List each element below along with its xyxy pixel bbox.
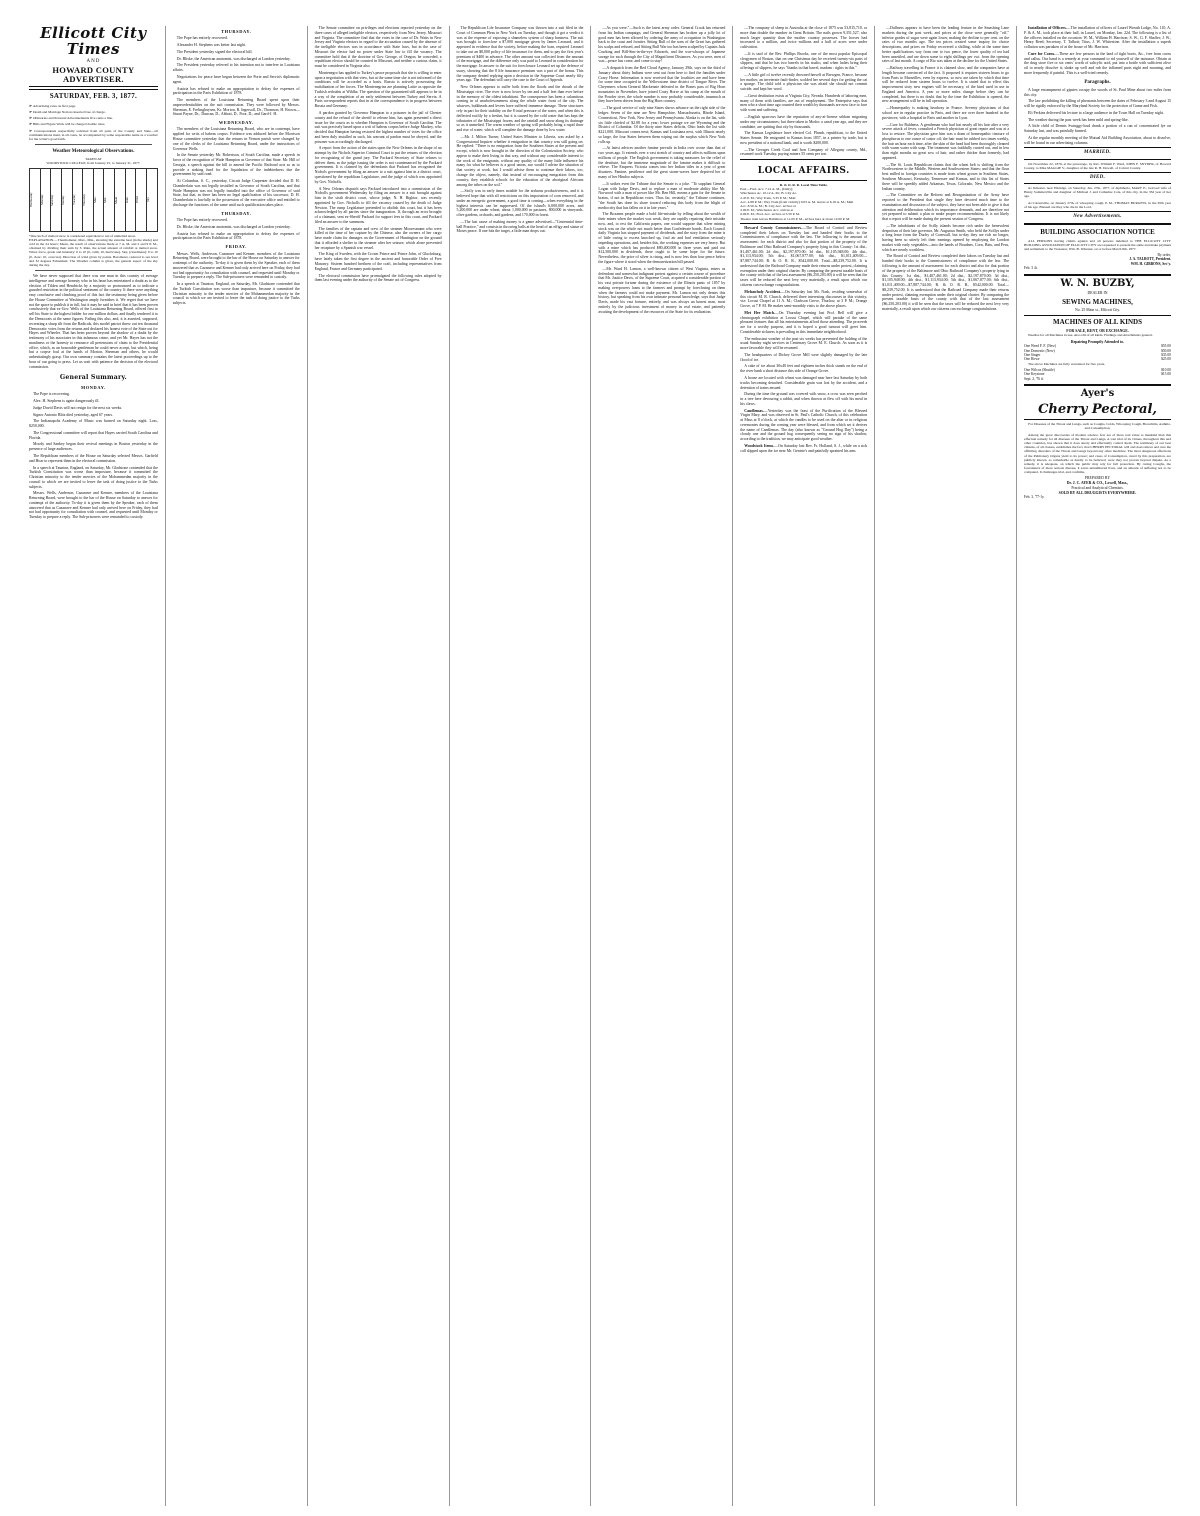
- rr-line-1: Winchester Ac. 10.12 A. M.; B. City Ac.: [740, 191, 798, 196]
- c3-p7: The electoral commission have promulgated the following rules adopted by them last evening under the authority of the Senate act of Congress.: [314, 273, 442, 283]
- c6-p6: —The Georges Creek Coal and Iron Company of Allegany county, Md., resumed work Tuesday, paying miners 55 cents per ton.: [740, 147, 868, 157]
- c2-p15: In a speech at Taunton, England, on Saturday, Mr. Gladstone contended that the Turkish Constitution was worse than imposture, because it committed the Christian minority to the tender mercies of the Mohammedan majority in the council to which we are invited to leave the task of doing justice to the Turks subjects.: [172, 282, 300, 306]
- c5-p4: —It strikes even the Tribune that the Senate is a joke. "To supplant General Logan with Judge Davis, and to replace a man of moderate ability like Mr. Norwood with a man of power like Mr. Ben Hill, means a gain for the Senate in brains, if not in Republican votes. Thus far, certainly," the Tribune continues, "the South has done its share toward reducing this body from the blight of mediocrity that has fallen on it in late years.": [598, 181, 726, 210]
- married-heading: MARRIED.: [1084, 150, 1111, 156]
- c7-p3: —Cure for Baldness. A gentleman who had lost nearly all his hair after a very severe attack of fever, consulted a French physician of great repute and was at a loss to restore. The physician gave him was a dram of homeopathic tincture of phosphorus to one ounce of castor oil; the hair must be rubbed two times weekly, the hair an hour each time, after the skin of the head had been thoroughly cleaned with warm water with soap. The treatment was faithfully carried out, and in less than eight months no great sow of hair, and rather thicker than formerly, had appeared.: [882, 122, 1010, 160]
- masthead-subtitle: HOWARD COUNTY ADVERTISER.: [52, 64, 135, 84]
- c3-p1: Montenegro has applied to Turkey's peace proposals that she is willing to enter upon a negotiation with that view, but at the same time she is not informed of the conditions will be accorded as a basis. Russia is actively prosecuting the mobilization of her forces. The Montenegrins are planning Lattie as opposite the Turkish redoubts at Wihlba. The question of the guaranteed still appears to be in a way of the completion of an early settlement between Turkey and Servia. A Paris correspondent reports that in at the correspondence is in progress between Russia and Germany.: [314, 70, 442, 109]
- buzby-dealer: DEALER IN: [1087, 291, 1108, 296]
- c3-p2: A pardon granted by Governor Hampton to a prisoner in the jail of Chester county and the refusal of the sheriff to release him, has again presented a direct issue for the courts as to whether Hampton is Governor of South Carolina. The suit was precisely based upon a writ of habeas corpus before Judge Mackey, who decided that Hampton having restored the highest number of votes for the office and been duly installed as such, his warrant of pardon must be obeyed, and the prisoner was accordingly discharged.: [314, 111, 442, 144]
- divider: [1024, 211, 1171, 212]
- c5-p3: —At latest advices another famine prevails in India over worse than that of two years ago. It extends over a vast stretch of country and affects millions upon millions of people. The English government is taking measures for the relief of the destitute, but the immense magnitude of the famine makes it difficult to relieve. The Empress Victoria comes into her Indian titles in a year of great disasters. Famine, pestilence and the great storm-waves have deprived her of many of her Hindoo subjects.: [598, 146, 726, 179]
- price-value-0: $55.00: [1161, 344, 1171, 349]
- divider: [1024, 384, 1171, 386]
- rr-line-6: 6.06 P. M.; Fred. Acc. arrives at 5.50 P. M.: [740, 212, 800, 217]
- buzby-product: SEWING MACHINES,: [1062, 297, 1133, 306]
- divider: [740, 159, 867, 160]
- c4-p3: —Sicily was in early times notable for the arduous productiveness, and it is believed hope that with all restrictions on this importation of corn removed, and under an energetic government, a good time is coming—when everything in the highest interests can be suppressed. Of the island's 6,000,000 acres, and 5,200,000 are under wheat, about 1,000,000 in pastures, 800,000 in vineyards, olive gardens, orchards, and gardens, and 170,000 in forest.: [456, 189, 584, 218]
- buzby-used-list: [1024, 368, 1171, 377]
- c7-p1: —Railway travelling in France it is claimed slow, and the companies have at length become convinced of the fact. It proposed it requires sixteen hours to go from Paris to Marseilles, even by express, so now are taken by which that time will be reduced from sixteen hours to twelve. It is stated that to effect this improvement sixty new engines will be necessary, of the kind used in use in England and America. A year or more miles change before they can be completed, but there is no doubt that by the time the Exhibition is opened, the new arrangement will be in full operation.: [882, 66, 1010, 104]
- notice-2: Obituaries and Personal Advertisements five cents a line.: [33, 116, 113, 121]
- used-value-0: $10.00: [1161, 367, 1171, 372]
- weather-col-4: Tuesday: [71, 194, 76, 205]
- c5-p0: —As you were."—Such is the latest army order. General Crook has returned from his Indian campaign, and General Sherman has broken up a jolly lot of good men has been allowed by ordering the army of occupation in Washington back to the coast and frontier. Sitting Bull of the sons of the Great has gathered his scalps and refused, and Sitting Bull War too has been scalped by Captain Jack Cawking and Bill-Sim-in-the-eye Edwards, and the war-whoops of Japanese savage for such through the City of Magnificent Distances. As you were, men of war—peace has come, and come to stay!: [598, 26, 726, 64]
- local-item-text-4: The headquarters of Dickey Grove Mill were slightly damaged by the late flood of ice.: [740, 352, 868, 362]
- weather-table: [29, 168, 158, 232]
- column-3: [308, 26, 450, 1506]
- c5-p6: —Mr. Ward H. Lamon, a well-known citizen of West Virginia, enters as defendant and somewhat indignant protest against a certain course of procedure that Mr. Justice Davis, of the Supreme Court, acquired a considerable portion of his vast private fortune during the existence of the Illinois panic of 1857 by making overpowers loans to the farmers and prompt by foreclosing on them when the farmers could not make payment. Mr. Lamon not only denies this history, but speaking from his own intimate personal knowledge, says that Judge Davis, made his vast fortune, entirely, and was always an honest man, most entirely by the judicious investment of money in real estate, and patiently awaiting the development of the resources of the State for its realization.: [598, 266, 726, 314]
- ayer-brand: Ayer's: [1080, 388, 1115, 400]
- column-7: [875, 26, 1017, 1506]
- weather-col-5: Thursday: [82, 193, 87, 206]
- masthead: [29, 26, 158, 101]
- general-summary-heading: General Summary.: [59, 374, 127, 382]
- masthead-title: Ellicott City Times: [40, 26, 147, 58]
- divider: [1024, 172, 1171, 173]
- c7-p4: —The St. Louis Republican claims that the wheat belt is shifting from the Northwestern to the Middle, Western and Southwestern States; and that the flour best milled in foreign countries is made from wheat grown in Southern States, Southern Missouri, Kentucky, Tennessee and Kansas, and to this list of States there will be speedily added Arkansas, Texas, Colorado, New Mexico and the Indian country.: [882, 162, 1010, 191]
- building-assoc-date: Feb. 3 4t.: [1024, 266, 1038, 271]
- divider: [1024, 274, 1171, 276]
- c5-p2: —The good service of only nine States shows advance on the right side of the ledger. Seven of the nine are New Hampshire, Massachusetts, Rhode Island, Connecticut, New York, New Jersey and Pennsylvania. Alaska is on the list, with six little chiefed of $2.88 for a year; lower portage we are Wyoming and the District of Columbia. Of the thirty nine States deficits, Ohio leads the list with $221,000. Missouri comes next; Kansas and Louisiana next, with Illinois nearly so large, the four States between them wiping out the surplus which New York rolls up.: [598, 106, 726, 144]
- weather-col-0: Wednesday: [29, 192, 33, 207]
- divider: [1024, 183, 1171, 184]
- c6-p2: —A little girl of twelve recently drowned herself at Brewgen, France, because her mother, an inveterate fault-finder, scolded her several days for getting the cat a sponge. The child told a physician she was afraid she should not commit suicide, and kept her word.: [740, 72, 868, 92]
- columns-container: [22, 26, 1178, 1506]
- day-monday: MONDAY.: [81, 384, 106, 390]
- masthead-and: AND: [86, 58, 101, 64]
- summary-item-9: Messrs. Wells, Anderson, Cazanave and Kenner, members of the Louisiana Returning Board, were brought to the bar of the House on Saturday to answer for contempt of the authority. To-day it is given them by the Speaker, each of them answered that as Cazanave and Kenner had only arrived here on Friday, they had not had opportunity for consultation with counsel, and requested until Monday or Tuesday to prepare a reply. The Sub-prisoners were remanded to custody.: [29, 491, 158, 520]
- misc-item-1: The law prohibiting the killing of pheasants between the dates of February 3 and August 15 will be rigidly enforced by the Maryland Society for the protection of Game and Fish.: [1024, 99, 1171, 109]
- c4-p4: —The last cause of making money is a game advertised—"Centennial time-ball Practice," and consists in throwing balls at the head of an effigy and statue of Moses peace. If one hits the target, a little man drops out.: [456, 219, 584, 234]
- notice-0: Advertising rates on first page.: [32, 103, 77, 108]
- column-1: [22, 26, 166, 1506]
- married-text: On November 22, 1876, at the parsonage, by Rev. William F. Ward, JOHN F. SNYDER, of Howard County, to Miss MAGGIE V., daughter of the late R. H. Dowell, of Calvert County.: [1024, 161, 1171, 170]
- misc-item-0: A large encampment of gipsies occupy the woods of St. Paul Mine about two miles from this city.: [1024, 87, 1171, 97]
- divider: [740, 180, 867, 181]
- divider: [35, 144, 152, 145]
- c2-p0: The Pope has entirely recovered.: [176, 36, 228, 41]
- ayer-maker: Dr. J. C. AYER & CO., Lowell, Mass.,: [1066, 481, 1129, 486]
- c2-p1: Alexander H. Stephens was better last night.: [176, 43, 246, 48]
- day-thursday: THURSDAY.: [221, 29, 252, 34]
- table-row: [30, 168, 158, 231]
- ayer-body: Among the great discoveries of modern science, few are of more real value to mankind than this effectual remedy for all diseases of the Throat and Lungs. A vast trial of its virtues, throughout this and other countries, has shown that it does surely and effectually control them. The testimony of our best citizens, of all classes, establishes the fact, that CHERRY PECTORAL will and does relieve and cure the afflicting disorders of the Throat and Lungs beyond any other medicine. The most dangerous affections of the Pulmonary Organs yield to its power; and cases of Consumption, cured by this preparation, are publicly known, so remarkable as hardly to be believed, were they not proven beyond dispute. As a remedy, it is adequate, on which the public may rely for full protection. By curing Coughs, the forerunners of more serious disease, it saves unnumbered lives, and an amount of suffering not to be computed. It challenges trial, and confirms.: [1024, 432, 1171, 475]
- summary-item-5: The Congressional committee will report that Hayes carried South Carolina and Florida.: [29, 430, 158, 440]
- c5-p5: The Boxanns people made a bold life-mistake by telling about the wealth of their mines when the market was weak, they are rapidly repairing their mistake now, and, to rest the California papers, one would suppose that silver mining stock was on the whole not much better than Confederate bonds. Each Council daily Virginia has stopped payment of dividends, and the story from the mine is of little owing to excess knocked up, foul air and bad ventilation seriously impeding operations, and, besides this, the working expenses are very heavy. But with a mine which has produced $80,400,000 in three years and paid out $12,500,000 in dividends, there ought to be some hope for the future. Nevertheless, the price of silver is rising, and is now less than four pence below the figure where it stood when the demonetization bill passed.: [598, 212, 726, 264]
- weather-row-1: Min.: [103, 196, 108, 203]
- local-item-text-0: The Board of Control and Review completed their labors on Tuesday last and handed their books to the Commissioners of compliance with the law. The following is the amount of assessment: for each district and also for that portion of the property of the Baltimore and Ohio Railroad Company's property lying in this County: 1st dist., $1,407,461.00; 2d dist., $2,197,870.00; 3d dist., $1,105,948.00; 4th dist., $1,113,934.00; 5th dist., $1,067,877.00; 6th dist., $1,011,409.00—$7,887,744.00; B. & O. R. R., $542,000.00. Total—$8,239,752.00. It is understood that the Railroad Company made their returns under protest, claiming exemption under their original charter. By comparing the present taxable basis of the county with that of the last assessment ($6,250,203.00) it will be seen that the taxes will be reduced the next levy very materially, a result upon which our citizens can exchange congratulations.: [740, 225, 868, 287]
- c2-p5: Negotiations for peace have begun between the Porte and Servia's diplomatic agent.: [172, 74, 300, 84]
- price-item-1: One Domestic (New): [1024, 348, 1055, 353]
- c2-p13: Austria has refused to make an appropriation to defray the expenses of participation in the Paris Exhibition of 1878.: [172, 231, 300, 241]
- weather-col-3: Sunday: [60, 194, 65, 205]
- day-wednesday: WEDNESDAY.: [218, 120, 254, 126]
- buzby-name: W. N. BUZBY,: [1060, 277, 1135, 289]
- building-assoc-title: BUILDING ASSOCIATION NOTICE: [1040, 228, 1155, 236]
- notice-3: Bills and Figure Work will be charged double rates.: [33, 122, 106, 127]
- buzby-sub: FOR SALE, RENT, OR EXCHANGE.: [1066, 328, 1129, 333]
- used-item-0: One Wilcox (Shuttle): [1024, 367, 1055, 372]
- price-value-2: $35.00: [1161, 353, 1171, 358]
- buzby-date: Sept. 2, '76 tf.: [1024, 376, 1045, 381]
- ayer-maker-sub: Practical and Analytical Chemists.: [1071, 485, 1124, 490]
- rr-line-4: Acc. 8.50 A. M.; B. City Acc. arrives at: [740, 204, 796, 209]
- ayer-product: Cherry Pectoral,: [1038, 401, 1157, 417]
- c3-p4: A New Orleans dispatch says Packard introduced into a commission of the Nicholls government Wednesday by filing an answer to a suit brought against him in the sixth district court, whose judge, N. H. Rightor, was recently appointed by Gov. Nicholls to fill the vacancy caused by the death of Judge Newton. The rump Legislature pretended to abolish this court, but it has been acknowledged by all parties since the inauguration. If, through an error brought of a claimant, sent ex-Sheriff Packard for support fees in this court, and Packard filed an answer to the summons.: [314, 186, 442, 224]
- local-item-text-5: A cake of ice about 30x40 feet and eighteen inches thick stands on the end of the river bank a short distance this side of Orange Grove.: [740, 364, 868, 374]
- c7-p5: —The Committee on the Reform and Reorganization of the Army have reported to the President that single they have devoted much time to the examination and discussion of the subject, they have not been able to give it that attention and deliberation which its importance demands, and are therefore not yet prepared to submit a plan or make proper recommendation. It is not likely that a report will be made during the present session of Congress.: [882, 193, 1010, 222]
- local-item-text-3: The enthusiast weather of the past six weeks has prevented the holding of the usual Sunday night services in Centenary Grove M. E. Church. As soon as it is more favorable they will be resumed.: [740, 336, 868, 351]
- weather-subheading: TAKEN AT: [85, 157, 102, 162]
- column-8: Installation of Officers.—The installation of officers of Laurel Wreath Lodge, No. 110, A. F. & A. M., took place at their hall, in Laurel, on Monday, Jan. 22d. The following is a list of the officers installed on the occasion: W. M., William H. Harrison; S. W., G. F. Shaffer; J. W., Henry Reed; Secretary, T. Talbott; Titus, J. W. Whitestine. After the installation a superb collation was partaken of at the house of Mr. Harrison. Cure for Corns.—These are few persons in the land of tight boots, &c., free from corns and callus. Our hand is a remedy at your command to rid yourself of the nuisance. Obtain at the drug store five or six cents' worth of salicylic acid, put into a bottle with sufficient olive oil to nearly dissolve it; shake up well and rub the inflamed parts night and morning, and more frequently if painful. This is a well-tried remedy. Paragraphs. A large encampment of gipsies occupy the woods of St. Paul Mine about two miles from this city. The law prohibiting the killing of pheasants between the dates of February 3 and August 15 will be rigidly enforced by the Maryland Society for the protection of Game and Fish. Eli Perkins delivered his lecture to a large audience in the Town Hall on Tuesday night. The weather during the past week has been mild and spring-like. A little child of Dennis Swinggy-loud drank a portion of a can of concentrated lye on Saturday last, and was painfully burned. At the regular monthly meeting of the Mutual Aid Building Association, about to dissolve, will be found in our advertising columns. MARRIED. On November 22, 1876, at the parsonage, by Rev. William F. Ward, JOHN F. SNYDER, of Howard County, to Miss MAGGIE V., daughter of the late R. H. Dowell, of Calvert County. DIED. At Ilchester, near Elkridge, on Saturday, Jan. 27th, 1877, of diphtheria, MARY E., beloved wife of Henry Sommerville and daughter of Michael J. and Catharine Cole, of this city, in the 33d year of her age. At Catonsville, on January 27th, of whooping cough, P. M., THOMAS BURGESS, in the 65th year of his age. Blessed are they who die in the Lord. New Advertisements. BUILDING ASSOCIATION NOTICE ALL PERSONS having claims against and all persons indebted to THE ELLICOTT CITY BUILDING ASSOCIATION OF ELLICOTT CITY are requested to present the same and make payment and settlement to the Treasurer, Wm. B. Ilchester, on or before March 8th, 1877. By order, J. A. TALBOTT, President. WM. H. GIBBONS, Sec'y. Feb. 3 4t. W. N. BUZBY, DEALER IN SEWING MACHINES, No. 25 Main st., Ellicott City. MACHINES OF ALL KINDS FOR SALE, RENT, OR EXCHANGE. Needles for all Machines in use. Also Oil of all kinds. Findings and Attachments general. Repairing Promptly Attended to. One Weed F. F. (New) $55.00 One Domestic (New) $50.00 One Singer $35.00 One Howe $25.00 The above Machines are fully warranted for five years. One Wilcox (Shuttle) $10.00 One Keystone $15.00 Sept. 2, '76 tf. Ayer's Cherry Pectoral, For Diseases of the Throat and Lungs, such as Coughs, Colds, Whooping Cough, Bronchitis, Asthma, and Consumption. Among the great discoveries of modern science, few are of more real value to mankind than this effectual remedy for all diseases of the Throat and Lungs. A vast trial of its virtues, throughout this and other countries, has shown that it does surely and effectually control them. The testimony of our best citizens, of all classes, establishes the fact, that CHERRY PECTORAL will and does relieve and cure the afflicting disorders of the Throat and Lungs beyond any other medicine. The most dangerous affections of the Pulmonary Organs yield to its power; and cases of Consumption, cured by this preparation, are publicly known, so remarkable as hardly to be believed, were they not proven beyond dispute. As a remedy, it is adequate, on which the public may rely for full protection. By curing Coughs, the forerunners of more serious disease, it saves unnumbered lives, and an amount of suffering not to be computed. It challenges trial, and confirms. PREPARED BY Dr. J. C. AYER & CO., Lowell, Mass., Practical and Analytical Chemists. SOLD BY ALL DRUGGISTS EVERYWHERE. Feb. 3, '77-1y.: [1024, 26, 1171, 500]
- local-item-title-1: Melancholy Accident.: [744, 289, 781, 294]
- paragraphs-heading: Paragraphs.: [1084, 79, 1111, 85]
- buzby-oil: Needles for all Machines in use. Also Oil of all kinds. Findings and Attachments general.: [1028, 333, 1153, 338]
- c2-p12: Dr. Bliske, the American anatomist, was discharged at London yesterday.: [176, 224, 291, 229]
- building-assoc-body: ALL PERSONS having claims against and all persons indebted to THE ELLICOTT CITY BUILDING ASSOCIATION OF ELLICOTT CITY are requested to present the same and make payment and settlement to the Treasurer, Wm. B. Ilchester, on or before March 8th, 1877.: [1024, 238, 1171, 251]
- masthead-rule: [29, 86, 158, 90]
- weather-location: WOODSTOCK COLLEGE, from January 25, to January 31, 1877.: [46, 161, 141, 166]
- installation-title: Installation of Officers.: [1028, 26, 1067, 30]
- local-item-text-2: On Thursday evening last Prof. Bell will give a chronograph exhibition at Locust Chapel, which will partake of the same pleasant features that all his entertainments afford those attending. The proceeds are for a worthy purpose, and it is hoped a good turnout will greet him. Considerable sickness is prevailing in this immediate neighborhood.: [740, 310, 868, 334]
- misc-item-2: Eli Perkins delivered his lecture to a large audience in the Town Hall on Tuesday night.: [1028, 110, 1164, 115]
- c2-p6: Austria has refused to make an appropriation to defray the expenses of participation in the Paris Exhibition of 1878.: [172, 86, 300, 96]
- ayer-date: Feb. 3, '77-1y.: [1024, 495, 1045, 500]
- weather-row-5: Sky: [146, 197, 151, 203]
- divider: [1024, 223, 1171, 225]
- divider: [1024, 159, 1171, 160]
- buzby-headline: MACHINES OF ALL KINDS: [1053, 318, 1143, 327]
- price-item-3: One Howe: [1024, 357, 1040, 362]
- price-value-3: $25.00: [1161, 357, 1171, 362]
- c7-p7: The Board of Control and Review completed their labors on Tuesday last and handed their books to the Commissioners of compliance with the law. The following is the amount of assessment: for each district and also for that portion of the property of the Baltimore and Ohio Railroad Company's property lying in this County: 1st dist., $1,407,461.00; 2d dist., $2,197,870.00; 3d dist., $1,105,948.00; 4th dist., $1,113,934.00; 5th dist., $1,067,877.00; 6th dist., $1,011,409.00—$7,887,744.00; B. & O. R. R., $542,000.00. Total—$8,239,752.00. It is understood that the Railroad Company made their returns under protest, claiming exemption under their original charter. By comparing the present taxable basis of the county with that of the last assessment ($6,250,203.00) it will be seen that the taxes will be reduced the next levy very materially, a result upon which our citizens can exchange congratulations.: [882, 254, 1010, 311]
- c6-p3: —Great destitution exists at Virginia City, Nevada. Hundreds of laboring men, many of them with families, are out of employment. The Enterprise says that men who a short time ago counted their wealth by thousands are now face to face with want and suffering.: [740, 93, 868, 113]
- summary-item-2: Judge David Davis will not resign for the next six weeks.: [33, 405, 123, 410]
- c2-p8: The members of the Louisiana Returning Board, who are in contempt, have applied for writs of habeas corpus. Evidence was adduced before the Morrison House committee yesterday that the returns in Vernon parish were changed by one of the clerks of the Louisiana Returning Board, under the instructions of Governor Wells.: [172, 127, 300, 151]
- c2-p11: The Pope has entirely recovered.: [176, 218, 228, 223]
- c5-p1: —A despatch from the Red Cloud Agency, January 29th, says on the third of January about thirty Indians were sent out from here to find the families under Crazy Horse. Information is now received that the localities are and have been for some time occupied in the Yellowstone time district of Tongue River. The Cheyennes whom General Mackenzie defeated in the Bones pass of Big Horn mountains in November, have joined Crazy Horse at his camp at the mouth of the Powder river, the whole number is now probably considerable, inasmuch as they have been driven from the Big Horn country.: [598, 66, 726, 104]
- weather-col-2: Saturday: [50, 193, 55, 206]
- c4-p2: —Mr. J. Milton Turner, United States Minister to Liberia, was asked by a Congressional Inquirer whether it emigration in that country was still going on. He replied: "There is no emigration from the Southern States at the present and except, which is now brought in the direction of the Colonization Society, who appear to make their living in that way, and without any considerable interest to the work of the emigrants; without any quality of the many little influence his many for what he believes is a good union, nor would I advise the situation of that society at work, but I would advise them to continue their labors, too, change the object, namely, that instead of encouraging emigration from this country, they establish schools for the education of the aboriginal Africans among the tribes on the soil.": [456, 134, 584, 187]
- local-affairs-heading: LOCAL AFFAIRS.: [757, 166, 850, 177]
- c2-p14: Messrs. Wells, Anderson, Cazanave and Kenner, members of the Louisiana Returning Board, were brought to the bar of the House on Saturday to answer for contempt of the authority. To-day it is given them by the Speaker, each of them answered that as Cazanave and Kenner had only arrived here on Friday, they had not had opportunity for consultation with counsel, and requested until Monday or Tuesday to prepare a reply. The Sub-prisoners were remanded to custody.: [172, 251, 300, 280]
- summary-item-7: The Republican members of the House on Saturday selected Messrs. Garfield and Hoar to represent them in the electoral commission.: [29, 454, 158, 463]
- local-item-text-9: On Saturday last Rev. Fr. Holland, S. J., while on a sick call slipped upon the ice near Mr. Gentrie's and painfully sprained his arm.: [740, 443, 868, 453]
- divider: [740, 223, 867, 224]
- c7-p0: —Dullness appears to have been the leading feature in the Smashing Lane markets during the past week, and prices at the close were generally "off," inferior grades of sugar were again lower, making the decline to per cent. on the rates of two months ago. The tea prices created some inquiry for choice descriptions, and prices on Friday recovered a shilling, while at the same time better qualifications way from one to two pence, the lower quality of tea had been unsettled, and are down some to eight shillings per cwt. from the opening rates of last month. A cargo of Rio was taken at the decline for the United States.: [882, 26, 1010, 64]
- weather-col-1: Monday: [39, 194, 44, 205]
- c6-p0: —The company of sheep in Australia at the close of 1875 was 53,815,710, or more than double the number in Great Britain. The nails grown 9,351,527, also much larger quantity than the mother country possesses. The horses had increased to a million, and twice millions and a half of acres were under cultivation.: [740, 26, 868, 50]
- weather-row-2: Mean: [114, 195, 119, 204]
- buzby-repair: Repairing Promptly Attended to.: [1070, 339, 1125, 344]
- summary-item-0: The Pope is recovering.: [33, 392, 70, 397]
- summary-item-8: In a speech at Taunton, England, on Saturday, Mr. Gladstone contended that the Turkish Constitution was worse than imposture, because it committed the Christian minority to the tender mercies of the Mohammedan majority in the council to which we are invited to leave the task of doing justice to the Turks subjects.: [29, 465, 158, 489]
- column-2: [166, 26, 308, 1506]
- c2-p3: Dr. Bliske, the American anatomist, was discharged at London yesterday.: [176, 56, 291, 61]
- local-item-text-6: A house are located with wheat was damaged near here last Saturday by both trucks becoming detached. Considerable grain was lost by the accident, and a detention of trains ensued.: [740, 376, 868, 390]
- summary-item-1: Alex. H. Stephens is again dangerously ill.: [33, 399, 100, 404]
- weather-row-4: Wind: [135, 196, 140, 204]
- local-item-title-2: Met Her Match.: [744, 310, 775, 315]
- rr-line-5: 2.00 P. M.; Winchester Acc. arrives at: [740, 208, 794, 213]
- c3-p3: A report from the action of the states upon the New Orleans in the shape of an attempt by the Nichols Superior Criminal Court to put the returns of the election for recognizing of the grand jury. The Packard Secretary of State refuses to deliver them, as the judge issuing the order is not countenanced by the Packard government. It is claimed by the defendants that Packard has recognized the Nichols government by filing an answer to a suit against him in a district court, questioned by the republican Legislature, and the judge of which was appointed by Gov. Nicholls.: [314, 146, 442, 184]
- building-assoc-president: J. A. TALBOTT, President.: [1129, 257, 1171, 262]
- rr-line-7: Theatre train leaves Baltimore at 11.00 P. M., arrives here at about 12.00 P. M.: [740, 216, 851, 221]
- summary-item-4: The Indianapolis Academy of Music was burned on Saturday night. Loss, $250,000.: [29, 419, 158, 429]
- price-value-1: $50.00: [1161, 348, 1171, 353]
- building-assoc-byorder: By order,: [1157, 253, 1171, 258]
- local-item-text-1: On Saturday last Mr. Nash, residing somewhat of this circuit M. R. Church, delivered three interesting discourses in this vicinity, viz: Locust Chapel at 11 A. M.; Clarkson Grove, Thurlow, at 3 P. M.; Orange Grove, at 7 P. M. He makes semi-monthly visits to the above places.: [740, 289, 868, 309]
- day-friday: FRIDAY.: [225, 244, 248, 250]
- c2-p4: The President yesterday referred to his intention not to interfere in Louisiana affairs.: [172, 63, 300, 73]
- c3-p0: The Senate committee on privileges and elections reported yesterday on the three cases of alleged ineligible electors, respectively from New Jersey, Missouri and Virginia. The committee find that the votes in the case of Dr. Watts in New Jersey and Virginia electors in regard to the accusation caused by the absence of the ineligible electors was in accordance with State laws, but in the case of Missouri the elector had no power under State law to fill the vacancy. The committee hold that if the doctrine of Gov. George, of Oregon, be conceded, a republican elector should be counted in Missouri, and neither a curious claim, it must be considered in Virginia also.: [314, 26, 442, 69]
- intro-paragraph: We have never supposed that there was one man in this country of average intelligence and average honesty who in his heart has entertained a doubt as to the election of Tilden and Hendricks by a majority so pronounced as to indicate a guarded restriction in the political sentiment of the country. It there were anything easy conclusive and clinching proof of this fact the testimony being given before the House Committee at Washington amply furnishes it. We regret that we have not the space to publish it in full, but it may be said in brief that it has been proven conclusively that ex-Gov. Wells of the Louisiana Returning Board, offered first to sell his State to the highest bidder for one million dollars, and finally tendered it to the Democrats at the same figures. Failing this also, and, it is asserted, supposed, recreating a sharp tilt from the Radicals, this model patriot threw out ten thousand Democratic votes from the returns and declared his honest vote of the State out for Hayes and Wheeler. That has been proven beyond the shadow of a doubt by the testimony of his associates in this infamous crime, and yet Mr. Hayes has not the manliness or the honesty to renounce all pretensions of claim to the Presidential office, which, as an honorable gentleman he could never accept, but which, being but a corpse foul at the hands of Morton, Sherman and others, he would unhesitatingly grasp. Our own summary contains the latest proceedings up to the hour of our going to press. Let us wait with patience the decision of the electoral commission.: [29, 274, 158, 369]
- local-item-title-8: Candlemas.: [744, 408, 764, 413]
- column-6: —The company of sheep in Australia at the close of 1875 was 53,815,710, or more than double the number in Great Britain. The nails grown 9,351,527, also much larger quantity than the mother country possesses. The horses had increased to a million, and twice millions and a half of acres were under cultivation. —It is said of the Rev. Phillips Brooks, one of the most popular Episcopal clergymen of Boston, that on one Christmas day he received twenty-six pairs of slippers, and that he has two barrels in his studio, and when ladies bring their offerings of slippers, he says "thanks in that barrel, madam : rights in this." —A little girl of twelve recently drowned herself at Brewgen, France, because her mother, an inveterate fault-finder, scolded her several days for getting the cat a sponge. The child told a physician she was afraid she should not commit suicide, and kept her word. —Great destitution exists at Virginia City, Nevada. Hundreds of laboring men, many of them with families, are out of employment. The Enterprise says that men who a short time ago counted their wealth by thousands are now face to face with want and suffering. —English sparrows have the reputation of any-ai-license seldom migrating under any circumstances; but three taken to Modoc a canal year ago, and they are candidate, are quitting that city by thousands. The Kansas Legislature have elected Col. Plumb, republican, to the United States Senate. He emigrated to Kansas from 1857, in a printer by trade, but is now president of a national bank, and is worth $200,000. —The Georges Creek Coal and Iron Company of Allegany county, Md., resumed work Tuesday, paying miners 55 cents per ton. LOCAL AFFAIRS. R. & O. R. R. Local Time Table. East—Fred. Acc. 7.14 A. M., (Daily); Winchester Ac. 10.12 A. M.; B. City Ac. 2.45 P. M.; Way Train, 3.35 P. M.; Mail Acc. 4.88 P. M.; Way Train (from vicinity) 9.03 A. M. leaves at 6.18 A. M.; Mail Acc. 8.50 A. M.; B. City Acc. arrives at 2.00 P. M.; Winchester Acc. arrives at 6.06 P. M.; Fred. Acc. arrives at 5.50 P. M. Theatre train leaves Baltimore at 11.00 P. M., arrives here at about 12.00 P. M. Howard County Commissioners.—The Board of Control and Review completed their labors on Tuesday last and handed their books to the Commissioners of compliance with the law. The following is the amount of assessment: for each district and also for that portion of the property of the Baltimore and Ohio Railroad Company's property lying in this County: 1st dist., $1,407,461.00; 2d dist., $2,197,870.00; 3d dist., $1,105,948.00; 4th dist., $1,113,934.00; 5th dist., $1,067,877.00; 6th dist., $1,011,409.00—$7,887,744.00; B. & O. R. R., $542,000.00. Total—$8,239,752.00. It is understood that the Railroad Company made their returns under protest, claiming exemption under their original charter. By comparing the present taxable basis of the county with that of the last assessment ($6,250,203.00) it will be seen that the taxes will be reduced the next levy very materially, a result upon which our citizens can exchange congratulations. Melancholy Accident.—On Saturday last Mr. Nash, residing somewhat of this circuit M. R. Church, delivered three interesting discourses in this vicinity, viz: Locust Chapel at 11 A. M.; Clarkson Grove, Thurlow, at 3 P. M.; Orange Grove, at 7 P. M. He makes semi-monthly visits to the above places. Met Her Match.—On Thursday evening last Prof. Bell will give a chronograph exhibition at Locust Chapel, which will partake of the same pleasant features that all his entertainments afford those attending. The proceeds are for a worthy purpose, and it is hoped a good turnout will greet him. Considerable sickness is prevailing in this immediate neighborhood. The enthusiast weather of the past six weeks has prevented the holding of the usual Sunday night services in Centenary Grove M. E. Church. As soon as it is more favorable they will be resumed. The headquarters of Dickey Grove Mill were slightly damaged by the late flood of ice. A cake of ice about 30x40 feet and eighteen inches thick stands on the end of the river bank a short distance this side of Orange Grove. A house are located with wheat was damaged near here last Saturday by both trucks becoming detached. Considerable grain was lost by the accident, and a detention of trains ensued. During the time the ground was covered with snow, a crow was seen perched in a tree here devouring a rabbit, and when thrown at flew off with his meal in his claws. Candlemas.—Yesterday was the feast of the Purification of the Blessed Virgin Mary, and was observed in St. Paul's Catholic Church, of this celebration at Mass at 8 o'clock, at which the candles to be used on the altar or in religious ceremonies during the coming year were blessed, and from which set it derives the name of Candlemas. The day (also known as "Ground Hog Day") being a cloudy one and the ground hog consequently seeing no sign of his shadow, according to the tradition, we may anticipate good weather. Woodstock Items.—On Saturday last Rev. Fr. Holland, S. J., while on a sick call slipped upon the ice near Mr. Gentrie's and painfully sprained his arm.: [733, 26, 875, 1506]
- column-5: [591, 26, 733, 1506]
- c2-p7: The members of the Louisiana Returning Board spent upon their unprecedentialities on the suit commission. They were followed by Messrs. Sherman, E. Frelinghuysen, Kr. Morton, R. Ingersoll, Dr., Thomson, H. Brown—Stuart Payne, Dr., Duncan, D., Abbott, D., Poor, D., and Gard-J. H.: [172, 98, 300, 117]
- weather-heading: Weather Meteorological Observations.: [52, 149, 135, 155]
- c2-p2: The President yesterday signed the electoral bill.: [176, 49, 253, 54]
- weather-row-0: Max.: [92, 196, 97, 203]
- divider: [1024, 147, 1171, 148]
- rr-line-2: 2.45 P. M.; Way Train, 3.35 P. M.; Mail: [740, 195, 796, 200]
- cure-corns-text: These are few persons in the land of tight boots, &c., free from corns and callus. Our hand is a remedy at your command to rid yourself of the nuisance. Obtain at the drug store five or six cents' worth of salicylic acid, put into a bottle with sufficient olive oil to nearly dissolve it; shake up well and rub the inflamed parts night and morning, and more frequently if painful. This is a well-tried remedy.: [1024, 51, 1171, 75]
- cure-corns-title: Cure for Corns.: [1028, 51, 1056, 56]
- day-thursday-2: THURSDAY.: [221, 210, 252, 216]
- c6-p1: —It is said of the Rev. Phillips Brooks, one of the most popular Episcopal clergymen of Boston, that on one Christmas day he received twenty-six pairs of slippers, and that he has two barrels in his studio, and when ladies bring their offerings of slippers, he says "thanks in that barrel, madam : rights in this.": [740, 51, 868, 71]
- notice-1: Death and Marriage Notices inserted free of charge.: [33, 110, 106, 114]
- ayer-tagline: For Diseases of the Throat and Lungs, such as Coughs, Colds, Whooping Cough, Bronchitis, Asthma, and Consumption.: [1028, 422, 1171, 431]
- new-ads-heading: New Advertisements.: [1073, 213, 1122, 219]
- died-heading: DIED.: [1089, 174, 1106, 180]
- used-item-1: One Keystone: [1024, 372, 1045, 377]
- masthead-notices: ☞ Advertising rates on first page. ☞ Death and Marriage Notices inserted free of charge. ☞ Obituaries and Personal Advertisements five cents a line. ☞ Bills and Figure Work will be charged double rates. ☞ Correspondents respectfully solicited from all parts of the County and State—all communications must, in all cases, be accompanied by some responsible name as a voucher for the writer's good faith.: [29, 103, 158, 141]
- died-entry-0: At Ilchester, near Elkridge, on Saturday, Jan. 27th, 1877, of diphtheria, MARY E., beloved wife of Henry Sommerville and daughter of Michael J. and Catharine Cole, of this city, in the 33d year of her age.: [1024, 185, 1171, 199]
- notice-4: Correspondents respectfully solicited from all parts of the County and State—all communications must, in all cases, be accompanied by some responsible name as a voucher for the writer's good faith.: [29, 128, 158, 141]
- masthead-date: SATURDAY, FEB. 3, 1877.: [49, 92, 138, 101]
- divider: [1024, 315, 1171, 316]
- c2-p10: At Columbus, S. C., yesterday, Circuit Judge Carpenter decided that D. H. Chamberlain was not legally installed as Governor of South Carolina, and that Wade Hampton was not legally installed into the office of Governor of said State, but that, as there has been no legal qualification of his successor, D. H. Chamberlain is lawfully in the possession of the executive office and entitled to discharge the functions of the same until such qualification takes place.: [172, 179, 300, 207]
- divider: [35, 270, 152, 271]
- local-item-text-7: During the time the ground was covered with snow, a crow was seen perched in a tree here devouring a rabbit, and when thrown at flew off with his meal in his claws.: [740, 392, 868, 406]
- c3-p6: The King of Sweden, with the Crown Prince and Prince John, of Glucksburg, have lately taken the first degree in the ancient and honorable Order of Free Masonry. Sixteen hundred brethren of the craft, including representatives from England, France and Germany participated.: [314, 252, 442, 271]
- c7-p6: —The inhabitants of the Scilly islands became rich under the benevolent despotism of their late governor, Mr. Augustus Smith, who held the Scillys under a long lease from the Duchy of Cornwall, but to-day they are rich no longer, having been so utterly left their earnings opened by employing the London market with early vegetables—into the hands of Boudnes, Corn, Bins, and Peru, which are nearly worthless.: [882, 223, 1010, 252]
- weather-row-3: Rain: [124, 196, 129, 203]
- used-value-1: $15.00: [1161, 372, 1171, 377]
- local-item-text-8: Yesterday was the feast of the Purification of the Blessed Virgin Mary, and was observed in St. Paul's Catholic Church, of this celebration at Mass at 8 o'clock, at which the candles to be used on the altar or in religious ceremonies during the coming year were blessed, and from which set it derives the name of Candlemas. The day (also known as "Ground Hog Day") being a cloudy one and the ground hog consequently seeing no sign of his shadow, according to the tradition, we may anticipate good weather.: [740, 408, 868, 442]
- divider: [1024, 419, 1171, 420]
- installation-text: The installation of officers of Laurel Wreath Lodge, No. 110, A. F. & A. M., took place at their hall, in Laurel, on Monday, Jan. 22d. The following is a list of the officers installed on the occasion: W. M., William H. Harrison; S. W., G. F. Shaffer; J. W., Henry Reed; Secretary, T. Talbott; Titus, J. W. Whitestine. After the installation a superb collation was partaken of at the house of Mr. Harrison.: [1024, 26, 1171, 50]
- local-item-title-0: Howard County Commissioners.: [744, 225, 802, 230]
- c4-p0: The Republican Life Insurance Company was thrown into a suit filed in the Court of Common Pleas in New York on Tuesday, and though it got a verdict it was at the expense of exposing a shameless system of sharp business. The suit was brought to foreclose a $7,000 mortgage given by James Leonard, and it appeared in evidence that the society, before making the loan, required Leonard to take out an $8,000 policy of life insurance for them, and to pay the first year's premium of $400 in advance. The other amount was collected from the amount of the mortgage, and the difference only was paid to Leonard in consideration for the mortgage. In answer to the suit for foreclosure Leonard set up the defence of usury, showing that the 8 life insurance premium was a part of the bonus. This the company denied replying upon a decision in the Supreme Court nearly fifty years ago. The defendant will carry the case to the Court of Appeals.: [456, 26, 584, 83]
- column-4: [450, 26, 592, 1506]
- rr-timetable-heading: R. & O. R. R. Local Time Table.: [779, 183, 828, 188]
- misc-item-4: A little child of Dennis Swinggy-loud drank a portion of a can of concentrated lye on Saturday last, and was painfully burned.: [1024, 124, 1171, 134]
- died-entry-1: At Catonsville, on January 27th, of whooping cough, P. M., THOMAS BURGESS, in the 65th year of his age. Blessed are they who die in the Lord.: [1024, 200, 1171, 209]
- ayer-sold: SOLD BY ALL DRUGGISTS EVERYWHERE.: [1058, 490, 1137, 495]
- buzby-address: No. 25 Main st., Ellicott City.: [1075, 308, 1120, 313]
- misc-item-3: The weather during the past week has been mild and spring-like.: [1028, 117, 1129, 122]
- ayer-prepared: PREPARED BY: [1084, 476, 1111, 481]
- building-assoc-secretary: WM. H. GIBBONS, Sec'y.: [1130, 261, 1171, 266]
- price-item-2: One Singer: [1024, 353, 1041, 358]
- c6-p5: The Kansas Legislature have elected Col. Plumb, republican, to the United States Senate. He emigrated to Kansas from 1857, in a printer by trade, but is now president of a national bank, and is worth $200,000.: [740, 131, 868, 145]
- c3-p5: The families of the captain and crew of the steamer Mooresmann who were killed at the time of her capture by the Chinese, also the owners of her cargo have made claim for damages on the Government of Huntington on the ground that it afforded a shelter to the steamer after her seizure, which alone prevented her recapture by a Spanish war vessel.: [314, 226, 442, 250]
- summary-item-6: Moody and Sankey began their revival meetings in Boston yesterday in the presence of large audiences.: [29, 442, 158, 452]
- buzby-warranty: The above Machines are fully warranted for five years.: [1028, 361, 1106, 366]
- weather-legend: EXPLANATION.—Thermometer, Max., Min., showing the extreme heat (in the shade) and cold in the 24 hours; Mean, the result of observations made at 7 A. M. and 2 and 9 P. M., obtained by dividing their sum by 3. Rain, the actual amount of rainfall or melted snow. Wind, force, grade and intensity: 0 to 10 (0, calm; 10, hurricane). Sky, (cloudiness): 0 to 10 (0, clear; 10, overcast). Direction of wind given by points. Barometer, reduced to sea level and 32 degrees Fahrenheit. The Weather column is given, the general aspect of the sky during the day.: [29, 237, 158, 267]
- c4-p1: New Orleans appears to suffer both from the floods and the drouth of the Mississippi river. The river is now lower by ten and a half feet than ever before in the memory of the oldest inhabitant. The consequence has been a calamitous coming in of unwholesomeness along the whole water front of the city. The wharves, bulkheads and levees have suffered immense damage. These structures rely in part for their stability on the 8 total pressure of the water, and when this is deflected swiftly by a freshet, but it is caused by the cold water that has kept the tributaries of the Mississippi frozen, and the rainfall and snow along its drainage so as it unmelted. The warm weather of spring will probably bring a rapid thaw and rise of water, which will complete the damage done by low water.: [456, 85, 584, 133]
- rr-line-3: Acc. 4.88 P. M.; Way Train (from vicinity) 9.03 A. M. leaves at 6.18 A. M.; Mail: [740, 199, 854, 204]
- misc-item-5: At the regular monthly meeting of the Mutual Aid Building Association, about to dissolve, will be found in our advertising columns.: [1024, 135, 1171, 145]
- weather-footnote: *One inch of melted snow is considered equivalent to ten of unmelted snow.: [29, 233, 136, 238]
- price-item-0: One Weed F. F. (New): [1024, 344, 1057, 349]
- c6-p4: —English sparrows have the reputation of any-ai-license seldom migrating under any circumstances; but three taken to Modoc a canal year ago, and they are candidate, are quitting that city by thousands.: [740, 115, 868, 129]
- summary-item-3: Signor Antonio Blitz died yesterday, aged 67 years.: [33, 412, 114, 417]
- local-item-title-9: Woodstock Items.: [744, 443, 775, 448]
- c2-p9: In the Senate yesterday Mr. Robertson, of South Carolina, made a speech in favor of the recognition of Wade Hampton as Governor of that State. Mr. Hill of Georgia, a speech against the bill to amend the Pacific Railroad acts so as to provide a sinking fund for the liquidation of the indebtedness due the government by said road.: [172, 153, 300, 177]
- rr-line-0: East—Fred. Acc. 7.14 A. M., (Daily);: [740, 187, 794, 192]
- c7-p2: —Homeopathy is making headway in France. Seventy physicians of that school are in regular practice in Paris, and there are over three hundred in the provinces; with a hospital in Paris and another in Lyon.: [882, 106, 1010, 120]
- buzby-pricelist: [1024, 344, 1171, 362]
